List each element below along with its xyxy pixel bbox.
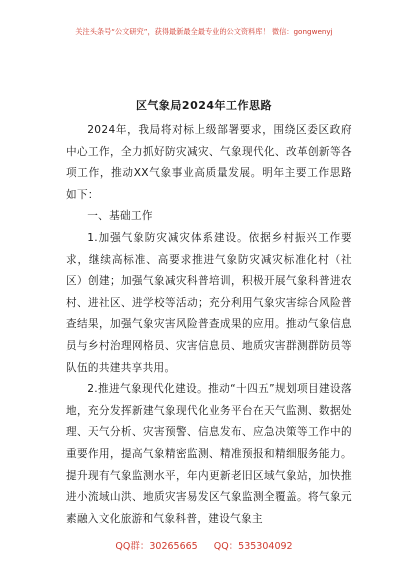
page-title: 区气象局2024年工作思路 — [135, 99, 273, 112]
footer-qq-number: QQ：535304092 — [213, 541, 293, 552]
item-paragraph-1: 1.加强气象防灾减灾体系建设。依据乡村振兴工作要求，继续高标准、高要求推进气象防灾减灾标准化村（社区）创建；加强气象减灾科普培训，积极开展气象科普进农村、进社区、进学校等活动；充分利用气象灾害综合风险普查结果，加强气象灾害风险普查成果的应用。推动气象信息员与乡村治理网格员、灾害信息员、地质灾害群测群防员等队伍的共建共享共用。 — [66, 231, 352, 374]
header-banner: 关注头条号“公文研究”，获得最新最全最专业的公文资料库！ 微信：gongwenyj — [75, 27, 333, 36]
item-paragraph-2: 2.推进气象现代化建设。推动“十四五”规划项目建设落地，充分发挥新建气象现代化业务平台在天气监测、数据处理、天气分析、灾害预警、信息发布、应急决策等工作中的重要作用，提高气象精密监测、精准预报和精细服务能力。提升现有气象监测水平，年内更新老旧区域气象站，加快推进小流域山洪、地质灾害易发区气象监测全覆盖。将气象元素融入文化旅游和气象科普，建设气象主 — [66, 383, 352, 525]
footer-contact — [0, 538, 408, 552]
intro-paragraph: 2024年，我局将对标上级部署要求，围绕区委区政府中心工作，全力抓好防灾减灾、气象现代化、改革创新等各项工作，推动XX气象事业高质量发展。明年主要工作思路如下： — [66, 124, 352, 201]
footer-qq-group: QQ群：30265665 — [115, 541, 198, 552]
section-heading: 一、基础工作 — [87, 210, 153, 223]
document-body — [66, 120, 352, 530]
